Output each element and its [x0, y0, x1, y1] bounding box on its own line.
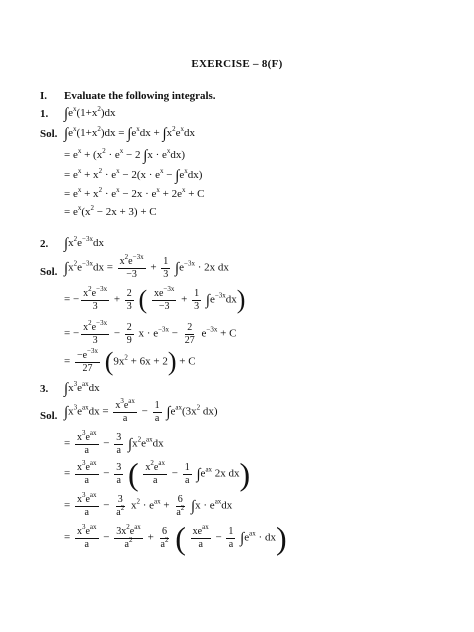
section-heading — [40, 90, 216, 102]
problem-1-sol-label: Sol. — [40, 128, 58, 140]
problem-1-question: $\int e^x(1+x^2)dx$ — [64, 105, 116, 122]
problem-3-sol-label: Sol. — [40, 410, 58, 422]
problem-1-number: 1. — [40, 108, 49, 120]
section-text: Evaluate the following integrals. — [64, 90, 216, 102]
exercise-title: EXERCISE – 8(F) — [191, 58, 283, 70]
problem-2-sol-label: Sol. — [40, 266, 58, 278]
problem-1-line-2: = $e^x + (x^2 \cdot e^x - 2$ $\int x \cdot e^xdx$) — [64, 147, 186, 164]
problem-1-line-1: $\int e^x(1+x^2)dx = \int e^xdx + \int x^2e^xdx$ — [64, 125, 195, 142]
problem-1-line-4: = $e^x + x^2 \cdot e^x - 2x \cdot e^x + 2e^x + C$ — [64, 186, 205, 200]
problem-3-line-3: = $\frac{x^3e^{ax}}{a}$ − $\frac{3}{a}$ ( $\frac{x^2e^{ax}}{a}$ − $\frac{1}{a}$ $\int e^{ax}$ 2x dx) — [64, 456, 251, 492]
problem-2-line-2: = − $\frac{x^2e^{-3x}}{3}$ + $\frac{2}{3}$ ( $\frac{xe^{-3x}}{-3}$ + $\frac{1}{3}$ $\int e^{-3x}dx$) — [64, 285, 246, 314]
problem-1-line-5: = $e^x(x^2 - 2x + 3) + C$ — [64, 204, 157, 218]
problem-3-number: 3. — [40, 383, 49, 395]
problem-3-line-2: = $\frac{x^3e^{ax}}{a}$ − $\frac{3}{a}$ $\int x^2e^{ax}dx$ — [64, 429, 164, 456]
problem-2-number: 2. — [40, 238, 49, 250]
problem-3-line-4: = $\frac{x^3e^{ax}}{a}$ − $\frac{3}{a^2}$ $x^2 \cdot e^{ax}$ + $\frac{6}{a^2}$ $\int x \cdot e^{ax}dx$ — [64, 491, 233, 518]
problem-1-line-3: = $e^x + x^2 \cdot e^x - 2(x \cdot e^x - \int e^xdx)$ — [64, 167, 203, 184]
problem-2-question: $\int x^2e^{-3x}dx$ — [64, 235, 104, 252]
problem-3-line-1: $\int x^3e^{ax}dx$ = $\frac{x^3e^{ax}}{a}$ − $\frac{1}{a}$ $\int e^{ax}(3x^2$ dx) — [64, 397, 218, 424]
section-number: I. — [40, 90, 48, 102]
problem-2-line-4: = $\frac{-e^{-3x}}{27}$ $(9x^2 + 6x + 2) + C$ — [64, 347, 196, 376]
problem-2-line-1: $\int x^2e^{-3x}dx$ = $\frac{x^2e^{-3x}}{-3}$ + $\frac{1}{3}$ $\int e^{-3x} \cdot 2x$ dx — [64, 253, 229, 280]
problem-3-question: $\int x^3e^{ax}dx$ — [64, 380, 100, 397]
problem-2-line-3: = − $\frac{x^2e^{-3x}}{3}$ − $\frac{2}{9}$ $x \cdot e^{-3x}$ − $\frac{2}{27}$ $e^{-3x} + C$ — [64, 319, 237, 346]
problem-3-line-5: = $\frac{x^3e^{ax}}{a}$ − $\frac{3x^2e^{ax}}{a^2}$ + $\frac{6}{a^2}$ ( $\frac{xe^{ax}}{a}$ − $\frac{1}{a}$ $\int e^{ax} \cdot dx$) — [64, 520, 287, 556]
